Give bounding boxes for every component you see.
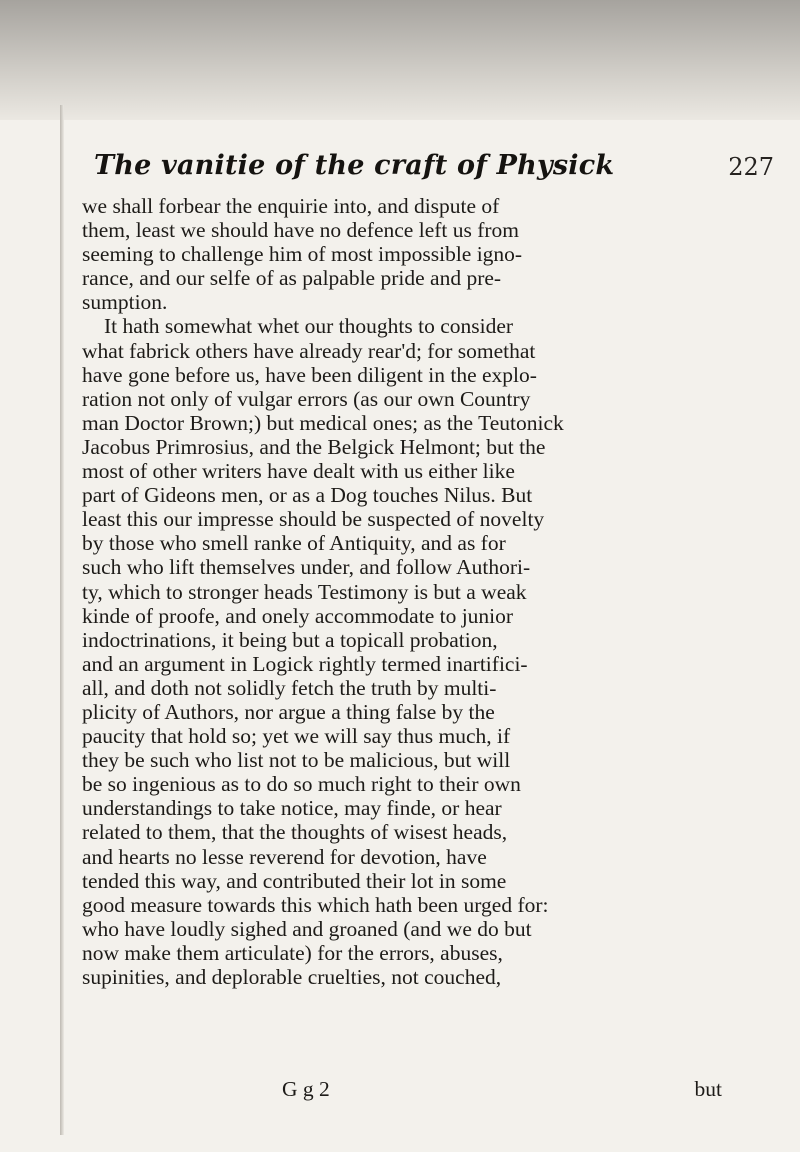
text-line: ty, which to stronger heads Testimony is but a weak	[82, 579, 527, 604]
page-number: 227	[728, 153, 774, 181]
text-line: man Doctor Brown;) but medical ones; as the Teutonick	[82, 410, 564, 435]
book-page	[64, 140, 780, 1140]
text-line: plicity of Authors, nor argue a thing false by the	[82, 699, 495, 724]
text-line: most of other writers have dealt with us either like	[82, 459, 515, 484]
text-line: them, least we should have no defence left us from	[82, 218, 520, 243]
text-line: good measure towards this which hath been urged for:	[82, 892, 549, 917]
page-footer	[82, 1077, 722, 1103]
text-line: we shall forbear the enquirie into, and dispute of	[82, 194, 500, 218]
text-line: part of Gideons men, or as a Dog touches Nilus. But	[82, 483, 533, 508]
text-line: rance, and our selfe of as palpable pride and pre-	[82, 266, 502, 291]
scan-shadow	[0, 0, 800, 120]
text-line: sumption.	[82, 290, 168, 315]
text-line: what fabrick others have already rear'd; for somethat	[82, 338, 536, 363]
text-line: supinities, and deplorable cruelties, not couched,	[82, 965, 502, 989]
text-line: they be such who list not to be malicious, but will	[82, 748, 511, 773]
text-line: by those who smell ranke of Antiquity, and as for	[82, 531, 506, 556]
running-head	[94, 150, 774, 190]
paragraph-start-line: It hath somewhat whet our thoughts to consider	[104, 314, 514, 339]
text-line: and an argument in Logick rightly termed inartifici-	[82, 651, 528, 676]
signature-mark: G g 2	[282, 1077, 330, 1101]
catchword: but	[694, 1077, 722, 1101]
text-line: paucity that hold so; yet we will say thus much, if	[82, 724, 511, 749]
text-line: be so ingenious as to do so much right to their own	[82, 772, 521, 797]
text-line: kinde of proofe, and onely accommodate to junior	[82, 603, 514, 628]
text-line: such who lift themselves under, and follow Authori-	[82, 555, 531, 580]
text-line: all, and doth not solidly fetch the truth by multi-	[82, 675, 497, 700]
text-line: related to them, that the thoughts of wisest heads,	[82, 820, 508, 845]
text-line: Jacobus Primrosius, and the Belgick Helmont; but the	[82, 434, 546, 459]
text-line: who have loudly sighed and groaned (and we do but	[82, 916, 532, 941]
text-line: seeming to challenge him of most impossible igno-	[82, 242, 523, 267]
text-line: ration not only of vulgar errors (as our own Country	[82, 386, 531, 411]
text-line: indoctrinations, it being but a topicall probation,	[82, 627, 498, 652]
text-line: now make them articulate) for the errors, abuses,	[82, 940, 503, 965]
text-line: tended this way, and contributed their lot in some	[82, 868, 507, 893]
text-line: understandings to take notice, may finde, or hear	[82, 796, 502, 821]
text-line: have gone before us, have been diligent in the explo-	[82, 362, 537, 387]
running-title: The vanitie of the craft of Physick	[94, 150, 615, 181]
text-line: and hearts no lesse reverend for devotion, have	[82, 844, 487, 869]
text-line: least this our impresse should be suspected of novelty	[82, 507, 545, 532]
body-text	[82, 194, 722, 989]
